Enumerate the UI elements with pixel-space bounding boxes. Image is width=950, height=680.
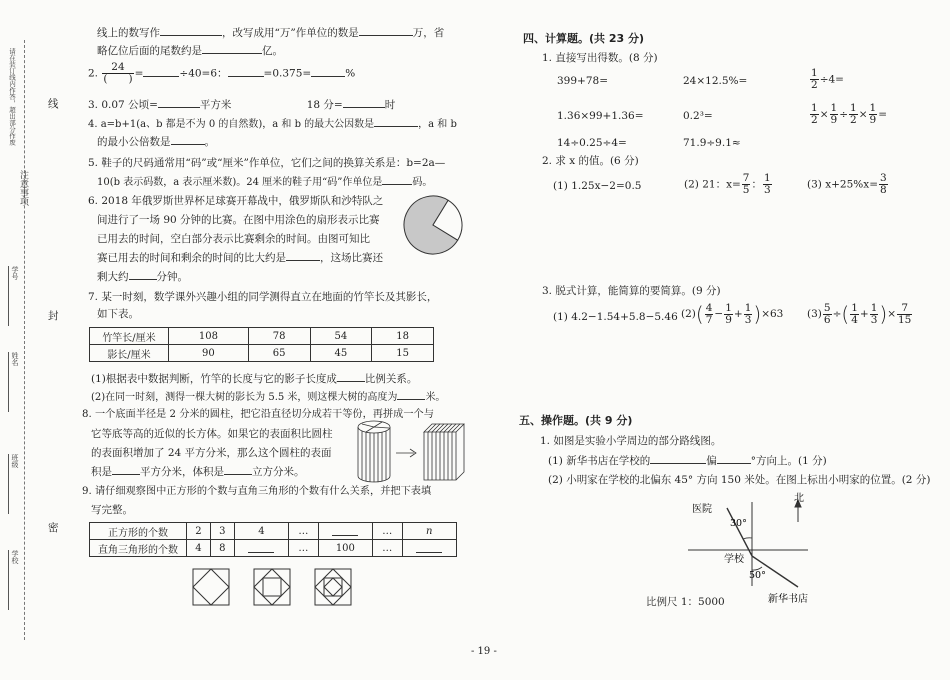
binding-line: [24, 40, 25, 640]
calc-6: $\frac{1}{2}$ × $\frac{1}{9}$ ÷ $\frac{1}{2}$ × $\frac{1}{9}$ =: [811, 102, 887, 126]
q9-line2: 写完整。: [91, 504, 133, 516]
answer-blank[interactable]: [171, 133, 205, 145]
table-cell: 18: [372, 328, 434, 345]
answer-blank[interactable]: [228, 65, 264, 77]
answer-blank[interactable]: [129, 268, 157, 280]
q2-fraction: $\frac{24}{( )}$: [103, 61, 133, 85]
school-field[interactable]: 学校: [8, 550, 19, 610]
q5-line1: 5. 鞋子的尺码通常用“码”或“厘米”作单位，它们之间的换算关系是：b=2a—: [88, 157, 446, 169]
q1-line2: 略亿位后面的尾数约是 亿。: [97, 42, 283, 60]
answer-blank[interactable]: [382, 173, 412, 185]
s4-p3-title: 3. 脱式计算，能简算的要简算。(9 分): [542, 285, 721, 297]
q2: 2. $\frac{24}{( )}$ = ÷40=6： =0.375= %: [88, 61, 356, 85]
page-number: - 19 -: [471, 646, 497, 657]
table-cell: …: [289, 523, 319, 540]
equation-3: (3) x+25%x= $\frac{3}{8}$: [807, 172, 887, 196]
q8-line2: 它等底等高的近似的长方体。如果它的表面积比圆柱: [91, 428, 333, 440]
table-cell: 3: [210, 523, 234, 540]
q8-line3: 的表面积增加了 24 平方分米，那么这个圆柱的表面: [91, 447, 332, 459]
table-cell: 45: [310, 345, 372, 362]
table-cell: 65: [248, 345, 310, 362]
answer-blank[interactable]: [397, 388, 425, 400]
answer-blank[interactable]: [160, 24, 222, 36]
table-cell: 4: [187, 540, 211, 557]
q7-sub2: (2)在同一时刻，测得一棵大树的影长为 5.5 米，则这棵大树的高度为 米。: [91, 388, 445, 407]
calc-1: 399+78=: [557, 75, 608, 87]
hospital-label: 医院: [692, 504, 712, 515]
q8-line4: 积是 平方分米，体积是 立方分米。: [91, 463, 305, 481]
calc-4: 1.36×99+1.36=: [557, 110, 644, 122]
name-field[interactable]: 姓名: [8, 352, 19, 412]
table-cell: 15: [372, 345, 434, 362]
section-4-title: 四、计算题。(共 23 分): [523, 32, 645, 45]
q6-line1: 6. 2018 年俄罗斯世界杯足球赛开幕战中，俄罗斯队和沙特队之: [88, 195, 384, 207]
q4-line2: 的最小公倍数是 。: [97, 133, 215, 151]
table-cell: 90: [169, 345, 249, 362]
table-cell: 竹竿长/厘米: [90, 328, 169, 345]
calc-7: 14÷0.25÷4=: [557, 137, 627, 149]
answer-cell[interactable]: [402, 540, 456, 557]
calc-8: 71.9÷9.1≈: [683, 137, 741, 149]
answer-blank[interactable]: [343, 96, 385, 108]
answer-blank[interactable]: [359, 24, 413, 36]
equation-1: (1) 1.25x−2=0.5: [553, 180, 642, 192]
angle-30-label: 30°: [730, 518, 747, 529]
table-cell: 100: [318, 540, 372, 557]
line-char-xian: 线: [48, 98, 59, 110]
notice-text: 请在装订线内作答，超出部分作废: [8, 48, 16, 146]
table-cell: 2: [187, 523, 211, 540]
answer-blank[interactable]: [112, 463, 140, 475]
equation-2: (2) 21：x= $\frac{7}{5}$ ： $\frac{1}{3}$: [684, 172, 771, 196]
notice-label: 注意事项: [18, 170, 28, 206]
q5-line2: 10(b 表示码数，a 表示厘米数)。24 厘米的鞋子用“码”作单位是 码。: [97, 173, 432, 192]
table-cell: 正方形的个数: [90, 523, 187, 540]
q7-sub1: (1)根据表中数据判断，竹竿的长度与它的影子长度成 比例关系。: [91, 370, 417, 388]
table-cell: 78: [248, 328, 310, 345]
answer-blank[interactable]: [717, 452, 751, 464]
table-cell: …: [373, 523, 403, 540]
line-char-mi: 密: [48, 522, 59, 534]
table-cell: 8: [210, 540, 234, 557]
q6-line5: 剩大约 分钟。: [97, 268, 188, 286]
expression-3: (3) $\frac{5}{6}$ ÷( $\frac{1}{4}$ + $\frac{1}{3}$ )× $\frac{7}{15}$: [807, 301, 912, 326]
calc-2: 24×12.5%=: [683, 75, 748, 87]
line-char-feng: 封: [48, 310, 59, 322]
cylinder-figure: [358, 421, 390, 482]
q4-line1: 4. a=b+1(a、b 都是不为 0 的自然数)，a 和 b 的最大公因数是 ，a 和 b: [88, 115, 457, 134]
calc-3: $\frac{1}{2}$ ÷4=: [811, 67, 844, 91]
squares-triangles-table: [89, 522, 457, 557]
s5-intro: 1. 如图是实验小学周边的部分路线图。: [540, 435, 722, 447]
answer-blank[interactable]: [158, 96, 200, 108]
q6-line3: 已用去的时间，空白部分表示比赛剩余的时间。由图可知比: [97, 233, 370, 245]
answer-blank[interactable]: [202, 42, 262, 54]
route-map: [650, 490, 850, 610]
q8-line1: 8. 一个底面半径是 2 分米的圆柱，把它沿直径切分成若干等份，再拼成一个与: [82, 409, 434, 420]
north-label: 北: [794, 493, 804, 504]
answer-blank[interactable]: [374, 115, 418, 127]
table-cell: …: [373, 540, 403, 557]
answer-blank[interactable]: [311, 65, 345, 77]
pattern-figure-1: [193, 569, 229, 605]
calc-5: 0.2³=: [683, 110, 713, 122]
section-5-title: 五、操作题。(共 9 分): [519, 414, 633, 427]
student-id-field[interactable]: 学号: [8, 266, 19, 326]
q1-line1: 线上的数写作 ，改写成用“万”作单位的数是 万，省: [97, 24, 444, 42]
q9-line1: 9. 请仔细观察图中正方形的个数与直角三角形的个数有什么关系，并把下表填: [82, 486, 432, 497]
q6-line4: 赛已用去的时间和剩余的时间的比大约是 ，这场比赛还: [97, 249, 383, 267]
answer-blank[interactable]: [286, 249, 320, 261]
q3: 3. 0.07 公顷= 平方米 18 分= 时: [88, 96, 395, 114]
map-scale: 比例尺 1：5000: [646, 596, 725, 608]
table-cell: 影长/厘米: [90, 345, 169, 362]
class-field[interactable]: 班级: [8, 454, 19, 514]
q6-line2: 间进行了一场 90 分钟的比赛。在图中用涂色的扇形表示比赛: [97, 214, 380, 226]
pattern-figure-3: [315, 569, 351, 605]
angle-50-label: 50°: [749, 570, 766, 581]
s4-p2-title: 2. 求 x 的值。(6 分): [542, 155, 639, 167]
table-cell: n: [402, 523, 456, 540]
answer-cell[interactable]: [318, 523, 372, 540]
square-pattern-figures: [192, 568, 362, 606]
s5-q2: (2) 小明家在学校的北偏东 45° 方向 150 米处。在图上标出小明家的位置。(2 分): [548, 474, 931, 486]
expression-1: (1) 4.2−1.54+5.8−5.46: [553, 311, 678, 323]
table-cell: 4: [234, 523, 288, 540]
answer-blank[interactable]: [224, 463, 252, 475]
answer-blank[interactable]: [650, 452, 706, 464]
cuboid-figure: [424, 424, 464, 480]
pie-chart: [402, 194, 464, 256]
bookstore-label: 新华书店: [768, 594, 808, 605]
q7-line1: 7. 某一时刻，数学课外兴趣小组的同学测得直立在地面的竹竿长及其影长，: [88, 291, 438, 303]
table-cell: 直角三角形的个数: [90, 540, 187, 557]
table-cell: 54: [310, 328, 372, 345]
angle-arc-30: [743, 538, 752, 539]
answer-cell[interactable]: [234, 540, 288, 557]
q7-line2: 如下表。: [97, 308, 139, 320]
table-cell: 108: [169, 328, 249, 345]
pattern-figure-2: [254, 569, 290, 605]
school-label: 学校: [724, 554, 744, 565]
cylinder-to-cuboid-diagram: [352, 418, 472, 484]
table-cell: …: [289, 540, 319, 557]
s5-q1: (1) 新华书店在学校的 偏 °方向上。(1 分): [548, 452, 827, 468]
arrow-icon: [396, 449, 416, 457]
bamboo-table: [89, 327, 434, 362]
road-to-hospital: [727, 508, 752, 556]
expression-2: (2)( $\frac{4}{7}$ − $\frac{1}{9}$ + $\frac{1}{3}$ )×63: [681, 301, 784, 326]
s4-p1-title: 1. 直接写出得数。(8 分): [542, 52, 658, 64]
answer-blank[interactable]: [337, 370, 365, 382]
answer-blank[interactable]: [143, 65, 179, 77]
